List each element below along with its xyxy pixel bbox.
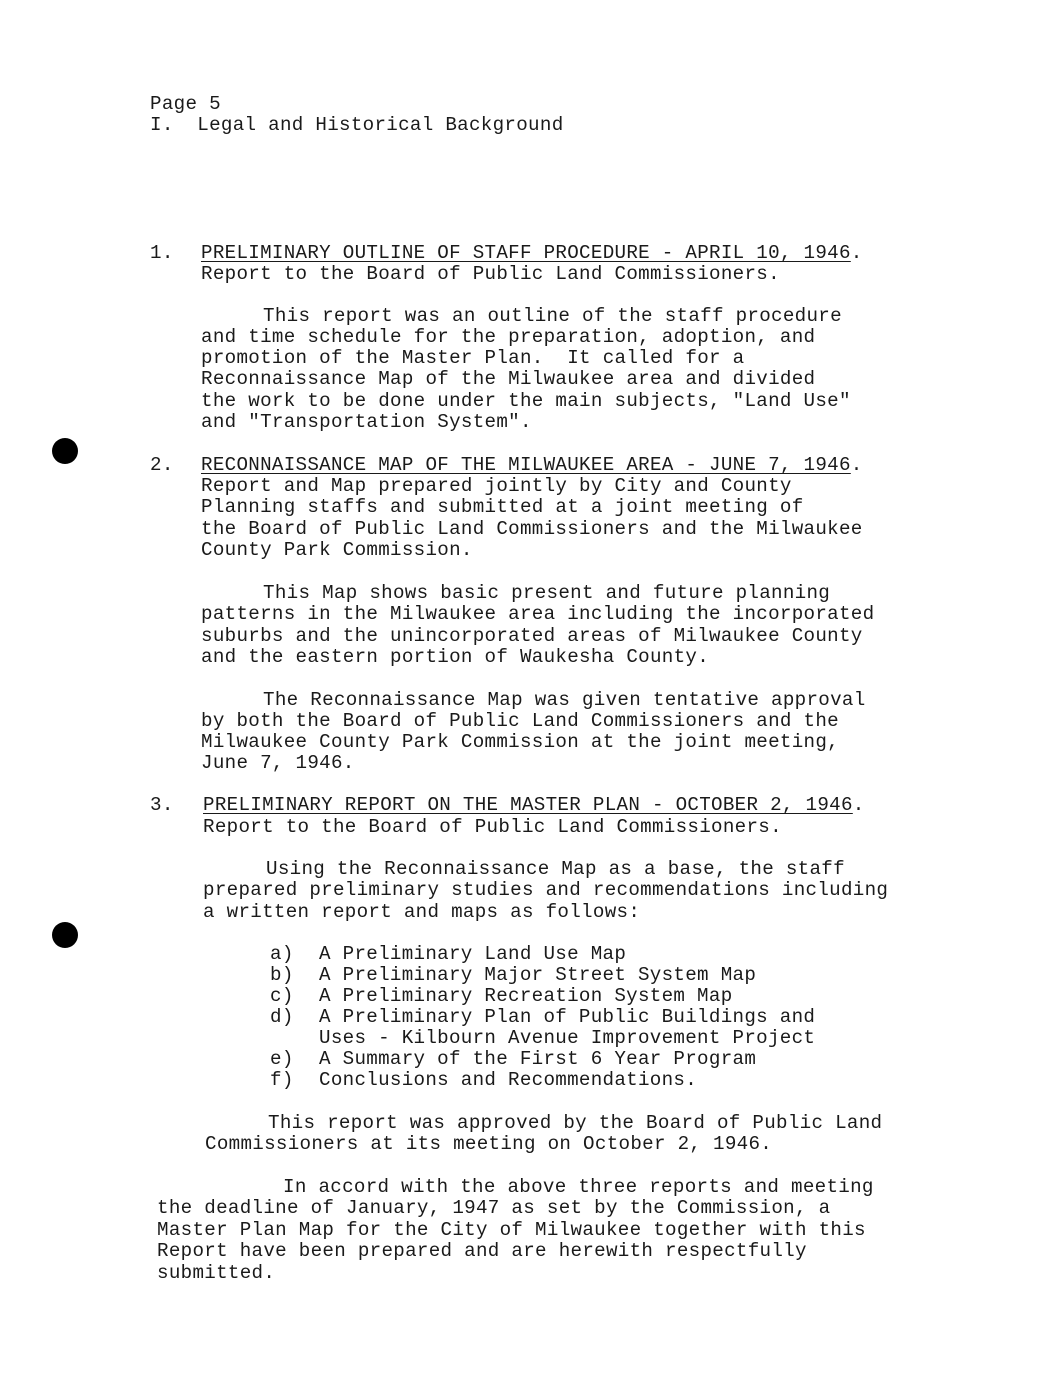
page-label: Page 5 <box>150 93 221 115</box>
list-item: A Preliminary Recreation System Map <box>319 985 733 1007</box>
item-title-end: . <box>850 242 863 264</box>
list-item: A Preliminary Major Street System Map <box>319 964 757 986</box>
item-title <box>201 243 863 264</box>
list-item: Conclusions and Recommendations. <box>319 1069 698 1091</box>
item-subtitle: Report to the Board of Public Land Commissioners. <box>201 263 780 285</box>
item-number: 3. <box>150 794 174 816</box>
paragraph-line: Milwaukee County Park Commission at the joint meeting, <box>201 731 839 753</box>
item-title <box>203 795 865 816</box>
item-subtitle: Planning staffs and submitted at a joint meeting of <box>201 496 804 518</box>
paragraph-line: by both the Board of Public Land Commissioners and the <box>201 710 839 732</box>
paragraph-line: and the eastern portion of Waukesha County. <box>201 646 710 668</box>
item-title-text: PRELIMINARY REPORT ON THE MASTER PLAN - OCTOBER 2, 1946 <box>203 794 853 816</box>
item-title-text: PRELIMINARY OUTLINE OF STAFF PROCEDURE - APRIL 10, 1946 <box>201 242 851 264</box>
list-label: a) <box>270 943 294 965</box>
item-title-end: . <box>852 794 865 816</box>
item-number: 2. <box>150 454 174 476</box>
paragraph-line: suburbs and the unincorporated areas of Milwaukee County <box>201 625 863 647</box>
list-item: A Summary of the First 6 Year Program <box>319 1048 757 1070</box>
list-item: A Preliminary Land Use Map <box>319 943 627 965</box>
section-title: I. Legal and Historical Background <box>150 114 564 136</box>
item-subtitle: the Board of Public Land Commissioners and the Milwaukee <box>201 518 863 540</box>
paragraph-line: This report was an outline of the staff procedure <box>263 305 842 327</box>
paragraph-line: and "Transportation System". <box>201 411 532 433</box>
paragraph-line: the deadline of January, 1947 as set by the Commission, a <box>157 1197 831 1219</box>
item-title <box>201 455 863 476</box>
paragraph-line: Commissioners at its meeting on October 2, 1946. <box>205 1133 773 1155</box>
paragraph-line: Master Plan Map for the City of Milwaukee together with this <box>157 1219 866 1241</box>
list-item: Uses - Kilbourn Avenue Improvement Project <box>319 1027 816 1049</box>
item-subtitle: Report to the Board of Public Land Commissioners. <box>203 816 782 838</box>
paragraph-line: Reconnaissance Map of the Milwaukee area and divided <box>201 368 816 390</box>
list-label: d) <box>270 1006 294 1028</box>
item-title-text: RECONNAISSANCE MAP OF THE MILWAUKEE AREA - JUNE 7, 1946 <box>201 454 851 476</box>
punch-hole <box>52 922 78 948</box>
list-label: c) <box>270 985 294 1007</box>
item-number: 1. <box>150 242 174 264</box>
list-item: A Preliminary Plan of Public Buildings and <box>319 1006 816 1028</box>
paragraph-line: a written report and maps as follows: <box>203 901 641 923</box>
paragraph-line: promotion of the Master Plan. It called for a <box>201 347 745 369</box>
paragraph-line: June 7, 1946. <box>201 752 355 774</box>
paragraph-line: submitted. <box>157 1262 276 1284</box>
punch-hole <box>52 438 78 464</box>
paragraph-line: prepared preliminary studies and recommendations including <box>203 879 889 901</box>
list-label: f) <box>270 1069 294 1091</box>
paragraph-line: Report have been prepared and are herewith respectfully <box>157 1240 807 1262</box>
item-title-end: . <box>850 454 863 476</box>
item-subtitle: County Park Commission. <box>201 539 473 561</box>
paragraph-line: patterns in the Milwaukee area including the incorporated <box>201 603 875 625</box>
paragraph-line: Using the Reconnaissance Map as a base, the staff <box>266 858 845 880</box>
paragraph-line: and time schedule for the preparation, adoption, and <box>201 326 816 348</box>
paragraph-line: the work to be done under the main subjects, "Land Use" <box>201 390 851 412</box>
item-subtitle: Report and Map prepared jointly by City and County <box>201 475 792 497</box>
paragraph-line: The Reconnaissance Map was given tentative approval <box>263 689 866 711</box>
paragraph-line: In accord with the above three reports and meeting <box>283 1176 874 1198</box>
paragraph-line: This report was approved by the Board of Public Land <box>268 1112 883 1134</box>
list-label: b) <box>270 964 294 986</box>
list-label: e) <box>270 1048 294 1070</box>
paragraph-line: This Map shows basic present and future planning <box>263 582 831 604</box>
